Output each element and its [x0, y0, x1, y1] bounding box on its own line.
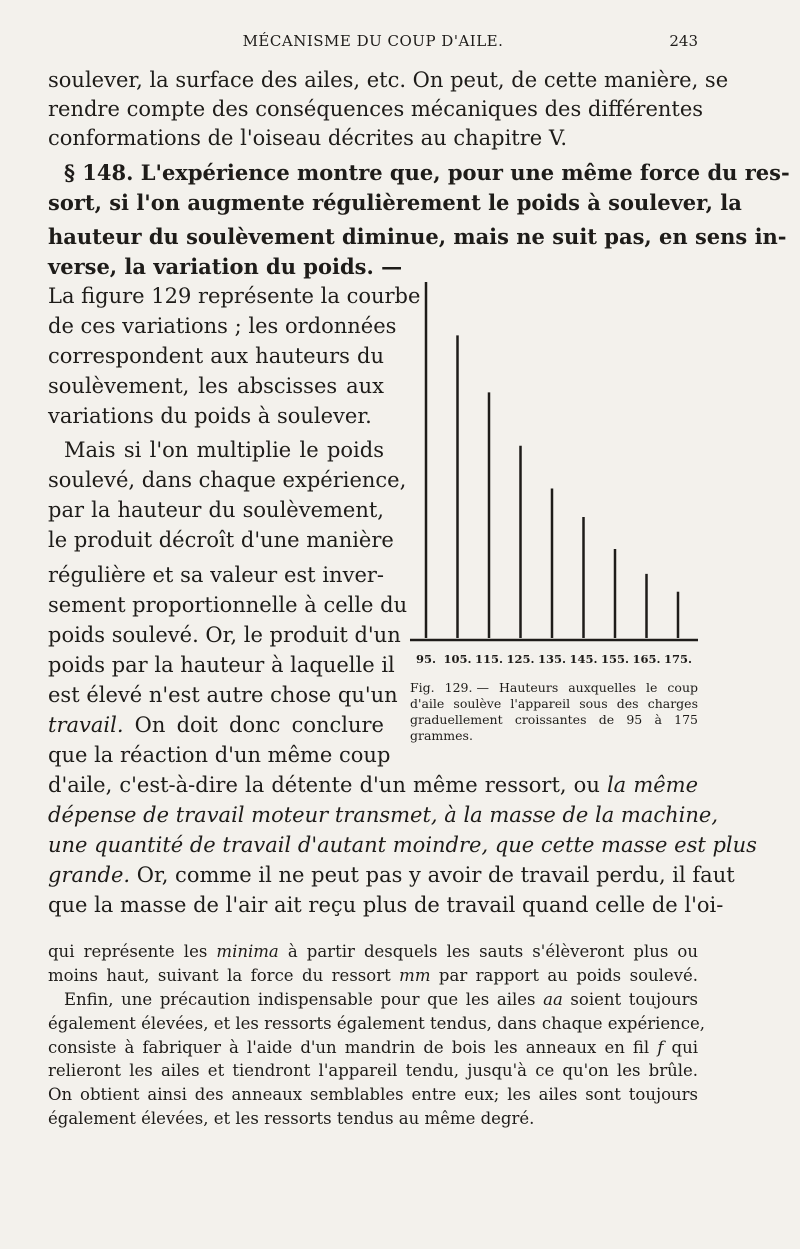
text-line: poids soulevé. Or, le produit d'un — [48, 623, 401, 647]
text-line: d'aile, c'est-à-dire la détente d'un même ressort, ou la même — [48, 773, 698, 797]
bold-text-line: verse, la variation du poids. — — [48, 254, 403, 279]
text-line: rendre compte des conséquences mécaniques des différentes — [48, 97, 704, 121]
text-line: variations du poids à soulever. — [48, 404, 372, 428]
text-line: régulière et sa valeur est inver- — [48, 563, 384, 587]
footnote-line: moins haut, suivant la force du ressort mm par rapport au poids soulevé. — [48, 966, 698, 985]
footnote-line: également élevées, et les ressorts également tendus, dans chaque expérience, — [48, 1014, 706, 1033]
footnote-line: Enfin, une précaution indispensable pour que les ailes aa soient toujours — [64, 990, 698, 1009]
footnote-line: également élevées, et les ressorts tendus au même degré. — [48, 1109, 535, 1128]
italic-text-line: dépense de travail moteur transmet, à la masse de la machine, — [48, 803, 718, 827]
tick-label-95: 95. — [415, 652, 437, 666]
text-line: soulever, la surface des ailes, etc. On peut, de cette manière, se — [48, 68, 729, 92]
footnote-line: consiste à fabriquer à l'aide d'un mandrin de bois les anneaux en fil f qui — [48, 1038, 698, 1057]
tick-label-125: 125. — [506, 652, 535, 666]
tick-label-105: 105. — [443, 652, 472, 666]
footnote-line: qui représente les minima à partir desquels les sauts s'élèveront plus ou — [48, 942, 698, 961]
text-line: soulevé, dans chaque expérience, — [48, 468, 407, 492]
text-line: le produit décroît d'une manière — [48, 528, 394, 552]
text-line: La figure 129 représente la courbe — [48, 284, 421, 308]
text-line: soulèvement, les abscisses aux — [48, 374, 384, 398]
tick-label-175: 175. — [663, 652, 693, 666]
tick-label-135: 135. — [537, 652, 567, 666]
text-line: est élevé n'est autre chose qu'un — [48, 683, 398, 707]
tick-label-145: 145. — [569, 652, 598, 666]
figure-129 — [410, 278, 698, 668]
caption-text: — Hauteurs auxquelles le coup d'aile soulève l'appareil sous des charges graduellement croissantes de 95 à 175 grammes. — [410, 680, 699, 743]
text-line: que la réaction d'un même coup — [48, 743, 391, 767]
running-title: MÉCANISME DU COUP D'AILE. — [242, 32, 504, 50]
text-line: Mais si l'on multiplie le poids — [64, 438, 384, 462]
page-number: 243 — [669, 32, 698, 50]
text-line: conformations de l'oiseau décrites au chapitre V. — [48, 126, 568, 150]
figure-label: Fig. 129. — [410, 680, 473, 695]
bold-text-line: sort, si l'on augmente régulièrement le poids à soulever, la — [48, 190, 742, 215]
footnote-line: relieront les ailes et tiendront l'appareil tendu, jusqu'à ce qu'on les brûle. — [48, 1061, 698, 1080]
page-header — [48, 32, 698, 56]
text-line: que la masse de l'air ait reçu plus de travail quand celle de l'oi- — [48, 893, 724, 917]
tick-label-165: 165. — [632, 652, 661, 666]
text-line: poids par la hauteur à laquelle il — [48, 653, 395, 677]
figure-caption — [410, 680, 698, 744]
italic-term: travail. — [48, 713, 124, 737]
text-line: de ces variations ; les ordonnées — [48, 314, 397, 338]
italic-text-line: une quantité de travail d'autant moindre, que cette masse est plus — [48, 833, 757, 857]
text-line: par la hauteur du soulèvement, — [48, 498, 384, 522]
text-line: travail. On doit donc conclure — [48, 713, 384, 737]
tick-label-115: 115. — [474, 652, 504, 666]
bold-text-line: hauteur du soulèvement diminue, mais ne suit pas, en sens in- — [48, 224, 787, 249]
text-line: correspondent aux hauteurs du — [48, 344, 384, 368]
section-heading-line: § 148. L'expérience montre que, pour une même force du res- — [64, 160, 790, 185]
tick-label-155: 155. — [600, 652, 630, 666]
footnote-line: On obtient ainsi des anneaux semblables entre eux; les ailes sont toujours — [48, 1085, 698, 1104]
text-line: grande. Or, comme il ne peut pas y avoir de travail perdu, il faut — [48, 863, 735, 887]
bar-chart — [410, 278, 698, 668]
text-line: sement proportionnelle à celle du — [48, 593, 408, 617]
